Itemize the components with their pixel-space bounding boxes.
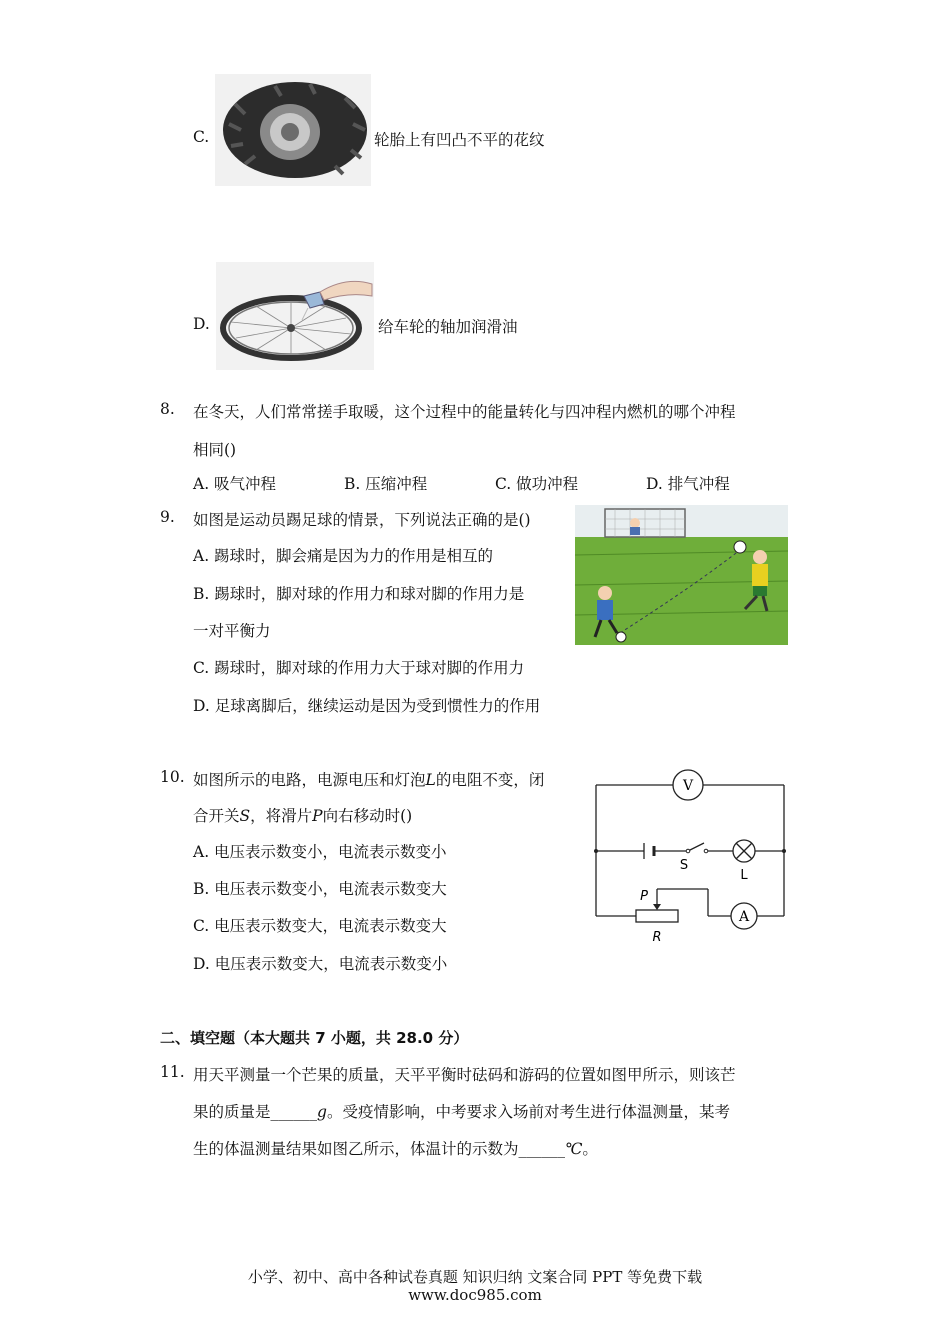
ammeter-label: A — [738, 909, 750, 925]
q10-line2-part3: 向右移动时() — [322, 807, 413, 825]
q10-var-l: L — [425, 771, 436, 789]
q10-number: 10. — [160, 768, 185, 786]
q11-unit-g: g — [317, 1103, 327, 1121]
footer-line1: 小学、初中、高中各种试卷真题 知识归纳 文案合同 PPT 等免费下载 — [247, 1268, 703, 1286]
q8-stem-line1: 在冬天，人们常常搓手取暖，这个过程中的能量转化与四冲程内燃机的哪个冲程 — [193, 403, 736, 421]
option-d-text: 给车轮的轴加润滑油 — [378, 318, 518, 336]
q10-line1-part1: 如图所示的电路，电源电压和灯泡 — [193, 771, 426, 789]
q11-line3 — [193, 1137, 598, 1159]
lamp-label: L — [740, 868, 748, 883]
q8-number: 8. — [160, 400, 175, 418]
switch-label: S — [679, 858, 689, 873]
q8-option-d: D. 排气冲程 — [646, 475, 730, 493]
q8-stem-line2: 相同() — [193, 441, 237, 459]
tire-image — [215, 74, 371, 186]
q11-line2 — [193, 1100, 730, 1122]
q10-var-s: S — [239, 807, 251, 825]
option-c-letter: C. — [193, 128, 210, 146]
q10-option-c: C. 电压表示数变大，电流表示数变大 — [193, 917, 447, 935]
q10-line1-part2: 的电阻不变，闭 — [435, 771, 545, 789]
q11-line2-part1: 果的质量是______ — [193, 1103, 318, 1121]
q11-line3-part2: 。 — [582, 1140, 598, 1158]
rheostat-label: R — [652, 930, 662, 945]
q10-line2-part2: ，将滑片 — [250, 807, 313, 825]
circuit-diagram — [588, 765, 793, 950]
q10-stem-line2 — [193, 804, 412, 826]
q9-stem: 如图是运动员踢足球的情景，下列说法正确的是() — [193, 511, 531, 529]
q10-stem-line1 — [193, 768, 544, 790]
tire-icon — [215, 74, 371, 186]
q10-line2-part1: 合开关 — [193, 807, 240, 825]
q8-option-b: B. 压缩冲程 — [344, 475, 428, 493]
q9-option-d: D. 足球离脚后，继续运动是因为受到惯性力的作用 — [193, 697, 541, 715]
q9-option-a: A. 踢球时，脚会痛是因为力的作用是相互的 — [193, 547, 494, 565]
slider-label: P — [640, 889, 648, 904]
wheel-image — [216, 262, 374, 370]
q10-var-p: P — [312, 807, 323, 825]
q10-option-b: B. 电压表示数变小，电流表示数变大 — [193, 880, 447, 898]
q11-line3-part1: 生的体温测量结果如图乙所示，体温计的示数为______ — [193, 1140, 566, 1158]
q11-number: 11. — [160, 1063, 185, 1081]
footer-url[interactable]: www.doc985.com — [408, 1286, 542, 1304]
q9-number: 9. — [160, 508, 175, 526]
section2-title: 二、填空题（本大题共 7 小题，共 28.0 分） — [160, 1029, 469, 1047]
q11-unit-celsius: ℃ — [565, 1140, 583, 1158]
q9-option-b-line1: B. 踢球时，脚对球的作用力和球对脚的作用力是 — [193, 585, 525, 603]
q10-option-a: A. 电压表示数变小，电流表示数变小 — [193, 843, 447, 861]
q8-option-c: C. 做功冲程 — [495, 475, 579, 493]
soccer-scene-icon — [575, 505, 788, 645]
q9-option-b-line2: 一对平衡力 — [193, 622, 271, 640]
q10-option-d: D. 电压表示数变大，电流表示数变小 — [193, 955, 448, 973]
option-d-letter: D. — [193, 315, 210, 333]
option-c-text: 轮胎上有凹凸不平的花纹 — [374, 131, 545, 149]
voltmeter-label: V — [682, 778, 694, 794]
q9-option-c: C. 踢球时，脚对球的作用力大于球对脚的作用力 — [193, 659, 525, 677]
q11-line2-part2: 。受疫情影响，中考要求入场前对考生进行体温测量，某考 — [326, 1103, 730, 1121]
slider-arrow-icon — [653, 904, 661, 910]
q8-option-a: A. 吸气冲程 — [193, 475, 277, 493]
soccer-image — [575, 505, 788, 645]
bicycle-wheel-icon — [216, 262, 374, 370]
q11-line1: 用天平测量一个芒果的质量，天平平衡时砝码和游码的位置如图甲所示，则该芒 — [193, 1066, 736, 1084]
